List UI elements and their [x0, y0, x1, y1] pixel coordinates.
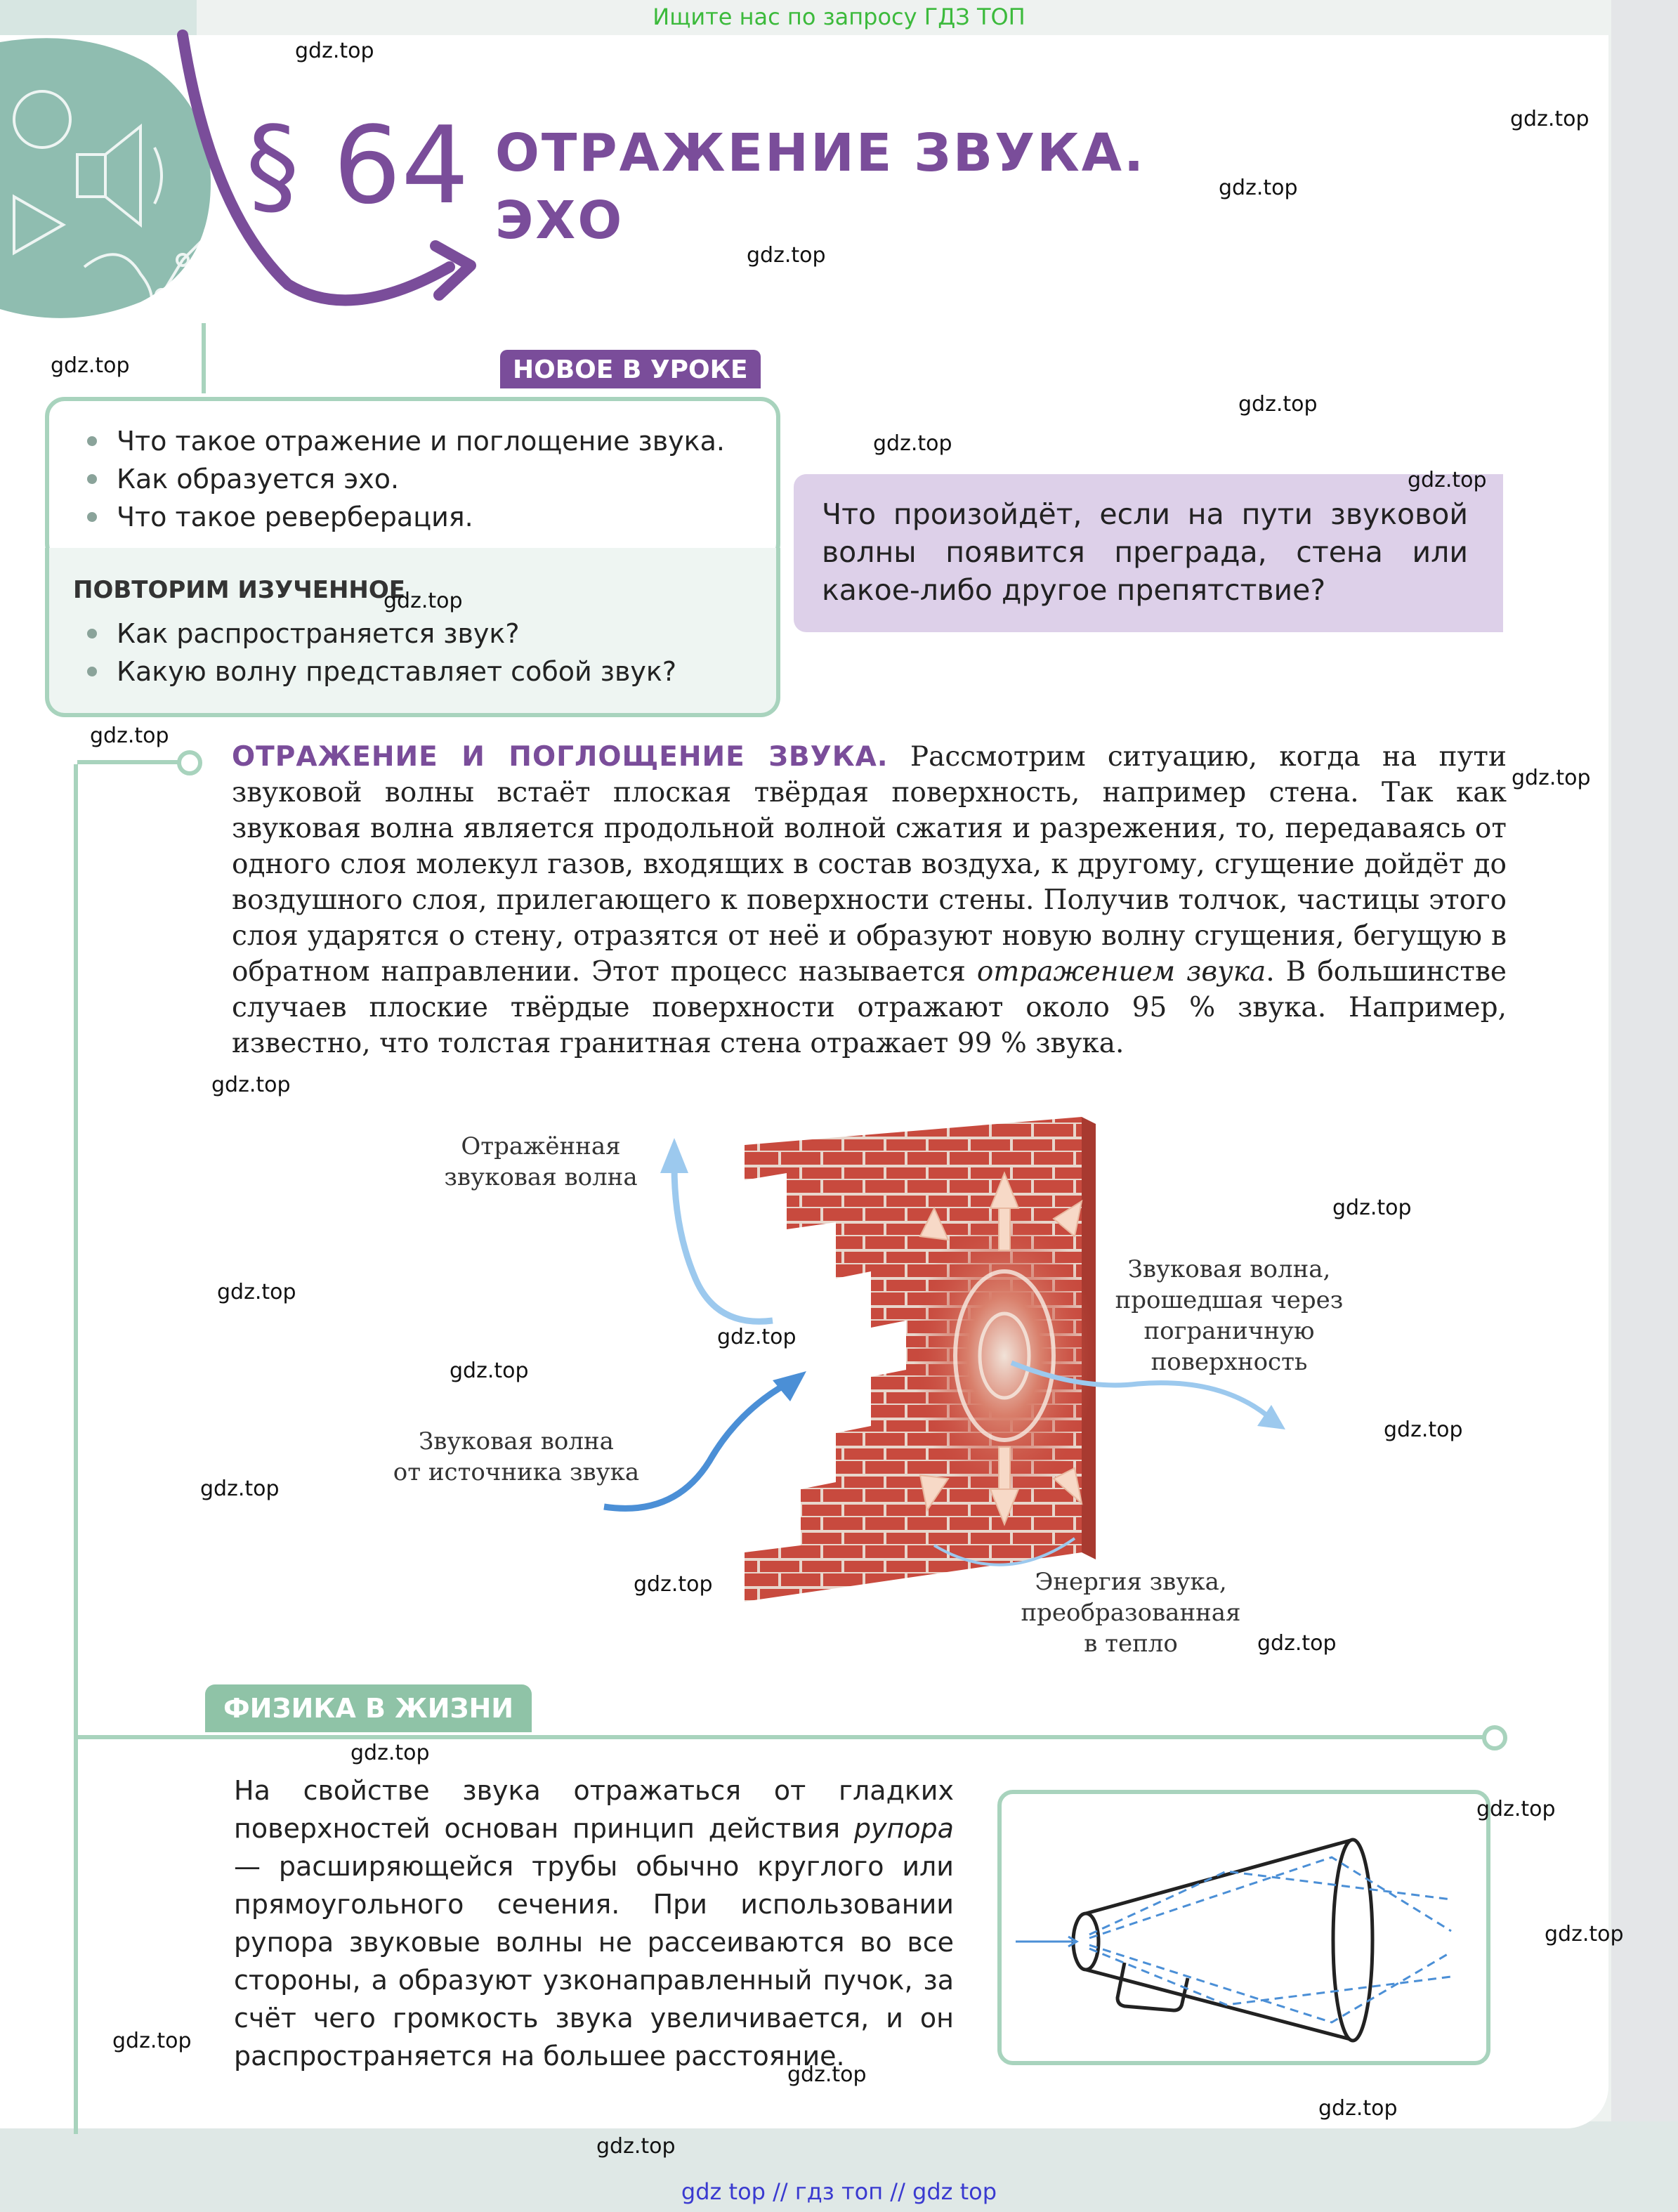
watermark: gdz.top [200, 1477, 280, 1501]
reflected-wave-label: Отражённая звуковая волна [444, 1132, 638, 1191]
wall-reflection-figure [379, 1096, 1391, 1679]
list-item: Как распространяется звук? [49, 615, 676, 653]
title-line-1: ОТРАЖЕНИЕ ЗВУКА. [495, 123, 1146, 183]
horn-term: рупора [853, 1813, 954, 1844]
watermark: gdz.top [1408, 468, 1487, 492]
watermark: gdz.top [51, 353, 130, 378]
watermark: gdz.top [1332, 1196, 1412, 1220]
question-text: Что произойдёт, если на пути звуковой волны появится преграда, стена или какое-либо другое препятствие? [822, 497, 1468, 607]
watermark: gdz.top [1512, 766, 1591, 790]
watermark: gdz.top [295, 39, 374, 63]
heat-energy-label: Энергия звука, преобразованная в тепло [1021, 1568, 1241, 1658]
watermark: gdz.top [1219, 176, 1298, 200]
section-text [232, 739, 1507, 1061]
question-box [794, 474, 1503, 632]
watermark: gdz.top [717, 1325, 797, 1349]
source-wave-label: Звуковая волна от источника звука [393, 1427, 640, 1486]
reflected-wave [674, 1166, 773, 1321]
watermark: gdz.top [747, 243, 826, 268]
title-line-2: ЭХО [495, 190, 624, 251]
watermark: gdz.top [1476, 1797, 1556, 1821]
list-item: Что такое отражение и поглощение звука. [49, 422, 776, 460]
watermark: gdz.top [217, 1280, 296, 1304]
page-title [495, 119, 1146, 254]
watermark: gdz.top [1510, 107, 1589, 131]
list-item: Как образуется эхо. [49, 460, 776, 498]
physics-rail [78, 1735, 1490, 1739]
watermark: gdz.top [450, 1359, 529, 1383]
new-in-lesson-box [45, 397, 780, 563]
review-box [45, 548, 780, 717]
reflected-rays [1089, 1857, 1451, 2022]
section-body-1: Рассмотрим ситуацию, когда на пути звуковой волны встаёт плоская твёрдая поверхность, например стена. Так как звуковая волна является продольной волной сжатия и разрежения, то, передаваясь от одного слоя молекул газов, входящих в состав воздуха, к другому, сгущение дойдёт до воздушного слоя, прилегающего к поверхности стены. Получив толчок, частицы этого слоя ударятся о стену, отразятся от неё и образуют новую волну сгущения, бегущую в обратном направлении. Этот процесс называется [232, 741, 1507, 988]
vertical-rail [74, 764, 78, 2134]
watermark: gdz.top [112, 2029, 192, 2053]
right-margin-band [1611, 0, 1678, 2212]
physics-in-life-text: На свойстве звука отражаться от гладких поверхностей основан принцип действия рупора — расширяющейся трубы обычно круглого или прямоугольного сечения. При использовании рупора звуковые волны не рассеиваются во все стороны, а образуют узконаправленный пучок, за счёт чего громкость звука увеличивается, и он распространяется на большее расстояние. [234, 1775, 954, 2072]
horn-drawing [1002, 1794, 1486, 2061]
rail-node-icon [174, 747, 205, 778]
physics-in-life-tab: ФИЗИКА В ЖИЗНИ [205, 1684, 532, 1732]
watermark: gdz.top [1545, 1922, 1624, 1946]
rail-end-node-icon [1479, 1722, 1510, 1753]
transmitted-wave-label: Звуковая волна, прошедшая через пограничную поверхность [1115, 1255, 1344, 1376]
paragraph-number: § 64 [246, 103, 469, 228]
watermark: gdz.top [873, 431, 952, 456]
watermark: gdz.top [1257, 1631, 1337, 1656]
section-term: отражением звука [976, 956, 1266, 988]
bottom-link-banner[interactable]: gdz top // гдз топ // gdz top [681, 2178, 997, 2205]
list-item: Что такое реверберация. [49, 498, 776, 536]
watermark: gdz.top [90, 724, 169, 748]
section-heading: ОТРАЖЕНИЕ И ПОГЛОЩЕНИЕ ЗВУКА. [232, 741, 889, 773]
review-heading: ПОВТОРИМ ИЗУЧЕННОЕ [73, 576, 405, 604]
watermark: gdz.top [634, 1572, 713, 1597]
new-in-lesson-tab: НОВОЕ В УРОКЕ [500, 350, 761, 388]
horn-illustration-box [997, 1790, 1490, 2065]
list-item: Какую волну представляет собой звук? [49, 653, 676, 691]
watermark: gdz.top [1384, 1418, 1463, 1442]
watermark: gdz.top [1318, 2096, 1398, 2121]
watermark: gdz.top [384, 589, 463, 613]
watermark: gdz.top [211, 1073, 291, 1097]
top-search-banner[interactable]: Ищите нас по запросу ГДЗ ТОП [653, 4, 1025, 30]
watermark: gdz.top [787, 2062, 867, 2087]
watermark: gdz.top [596, 2134, 676, 2159]
incident-arrow-icon [773, 1371, 806, 1401]
section-body-2: . В большинстве случаев плоские твёрдые поверхности отражают около 95 % звука. Например, известно, что толстая гранитная стена отражает 99 % звука. [232, 956, 1507, 1059]
watermark: gdz.top [1238, 392, 1318, 417]
watermark: gdz.top [350, 1741, 430, 1765]
section-rail [77, 760, 186, 764]
